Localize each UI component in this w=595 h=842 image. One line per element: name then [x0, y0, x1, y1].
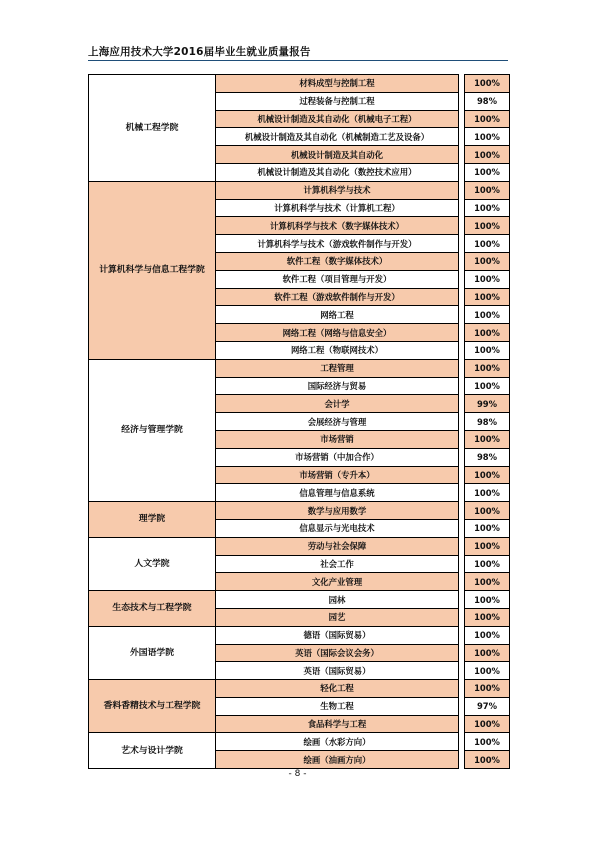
major-name-cell: 绘画（油画方向） [216, 751, 459, 769]
major-name-cell: 材料成型与控制工程 [216, 75, 459, 93]
major-name-cell: 市场营销（中加合作） [216, 448, 459, 466]
employment-rate-cell: 100% [465, 608, 510, 626]
header-divider [88, 60, 508, 61]
college-name-cell: 外国语学院 [89, 626, 216, 679]
major-name-cell: 会计学 [216, 395, 459, 413]
major-name-cell: 食品科学与工程 [216, 715, 459, 733]
employment-rate-cell: 100% [465, 484, 510, 502]
major-name-cell: 英语（国际贸易） [216, 662, 459, 680]
employment-rate-cell: 100% [465, 324, 510, 342]
employment-rate-cell: 100% [465, 146, 510, 164]
major-name-cell: 信息显示与光电技术 [216, 519, 459, 537]
employment-rate-cell: 100% [465, 163, 510, 181]
employment-rate-cell: 100% [465, 662, 510, 680]
employment-rate-cell: 100% [465, 537, 510, 555]
employment-rate-cell: 100% [465, 502, 510, 520]
employment-rate-cell: 100% [465, 466, 510, 484]
employment-rate-cell: 100% [465, 217, 510, 235]
major-name-cell: 生物工程 [216, 697, 459, 715]
employment-rate-cell: 99% [465, 395, 510, 413]
major-name-cell: 信息管理与信息系统 [216, 484, 459, 502]
major-name-cell: 园艺 [216, 608, 459, 626]
employment-rate-cell: 100% [465, 555, 510, 573]
page-number: - 8 - [288, 769, 307, 779]
employment-rate-cell: 100% [465, 199, 510, 217]
table-row [89, 359, 510, 377]
major-name-cell: 会展经济与管理 [216, 413, 459, 431]
major-name-cell: 机械设计制造及其自动化（数控技术应用） [216, 163, 459, 181]
major-name-cell: 机械设计制造及其自动化 [216, 146, 459, 164]
major-name-cell: 软件工程（游戏软件制作与开发） [216, 288, 459, 306]
employment-rate-cell: 100% [465, 715, 510, 733]
table-row [89, 75, 510, 93]
employment-rate-cell: 100% [465, 75, 510, 93]
college-name-cell: 理学院 [89, 502, 216, 538]
employment-rate-cell: 100% [465, 306, 510, 324]
major-name-cell: 计算机科学与技术（计算机工程） [216, 199, 459, 217]
major-name-cell: 计算机科学与技术（数字媒体技术） [216, 217, 459, 235]
table-row [89, 181, 510, 199]
table-row [89, 591, 510, 609]
employment-rate-cell: 100% [465, 270, 510, 288]
employment-rate-cell: 100% [465, 519, 510, 537]
major-name-cell: 劳动与社会保障 [216, 537, 459, 555]
major-name-cell: 网络工程（物联网技术） [216, 341, 459, 359]
employment-rate-cell: 100% [465, 680, 510, 698]
employment-rate-cell: 100% [465, 110, 510, 128]
report-header-title: 上海应用技术大学2016届毕业生就业质量报告 [88, 46, 311, 58]
employment-rate-cell: 98% [465, 92, 510, 110]
college-name-cell: 人文学院 [89, 537, 216, 590]
employment-rate-cell: 100% [465, 626, 510, 644]
college-name-cell: 经济与管理学院 [89, 359, 216, 501]
major-name-cell: 园林 [216, 591, 459, 609]
employment-rate-cell: 100% [465, 573, 510, 591]
table-row [89, 733, 510, 751]
table-row [89, 680, 510, 698]
employment-rate-cell: 100% [465, 751, 510, 769]
table-row [89, 626, 510, 644]
major-name-cell: 计算机科学与技术（游戏软件制作与开发） [216, 235, 459, 253]
college-name-cell: 机械工程学院 [89, 75, 216, 182]
major-name-cell: 机械设计制造及其自动化（机械电子工程） [216, 110, 459, 128]
employment-rate-cell: 100% [465, 252, 510, 270]
table-row [89, 502, 510, 520]
employment-rate-cell: 100% [465, 733, 510, 751]
major-name-cell: 过程装备与控制工程 [216, 92, 459, 110]
major-name-cell: 市场营销 [216, 430, 459, 448]
major-name-cell: 网络工程（网络与信息安全） [216, 324, 459, 342]
major-name-cell: 计算机科学与技术 [216, 181, 459, 199]
employment-rate-cell: 100% [465, 430, 510, 448]
major-name-cell: 软件工程（数字媒体技术） [216, 252, 459, 270]
employment-rate-cell: 100% [465, 288, 510, 306]
major-name-cell: 工程管理 [216, 359, 459, 377]
table-row [89, 537, 510, 555]
major-name-cell: 文化产业管理 [216, 573, 459, 591]
employment-rate-cell: 100% [465, 235, 510, 253]
employment-rate-cell: 98% [465, 448, 510, 466]
major-name-cell: 国际经济与贸易 [216, 377, 459, 395]
college-name-cell: 艺术与设计学院 [89, 733, 216, 769]
major-name-cell: 社会工作 [216, 555, 459, 573]
college-name-cell: 香料香精技术与工程学院 [89, 680, 216, 733]
college-name-cell: 生态技术与工程学院 [89, 591, 216, 627]
employment-rate-cell: 100% [465, 644, 510, 662]
college-name-cell: 计算机科学与信息工程学院 [89, 181, 216, 359]
major-name-cell: 市场营销（专升本） [216, 466, 459, 484]
employment-rate-cell: 100% [465, 359, 510, 377]
major-name-cell: 英语（国际会议会务） [216, 644, 459, 662]
employment-rate-cell: 100% [465, 591, 510, 609]
employment-rate-cell: 100% [465, 181, 510, 199]
major-name-cell: 数学与应用数学 [216, 502, 459, 520]
major-name-cell: 德语（国际贸易） [216, 626, 459, 644]
employment-rate-cell: 97% [465, 697, 510, 715]
employment-rate-cell: 100% [465, 128, 510, 146]
employment-rate-table [88, 74, 510, 769]
major-name-cell: 绘画（水彩方向） [216, 733, 459, 751]
employment-rate-cell: 100% [465, 341, 510, 359]
major-name-cell: 网络工程 [216, 306, 459, 324]
employment-rate-cell: 100% [465, 377, 510, 395]
major-name-cell: 轻化工程 [216, 680, 459, 698]
major-name-cell: 机械设计制造及其自动化（机械制造工艺及设备） [216, 128, 459, 146]
employment-rate-cell: 98% [465, 413, 510, 431]
major-name-cell: 软件工程（项目管理与开发） [216, 270, 459, 288]
